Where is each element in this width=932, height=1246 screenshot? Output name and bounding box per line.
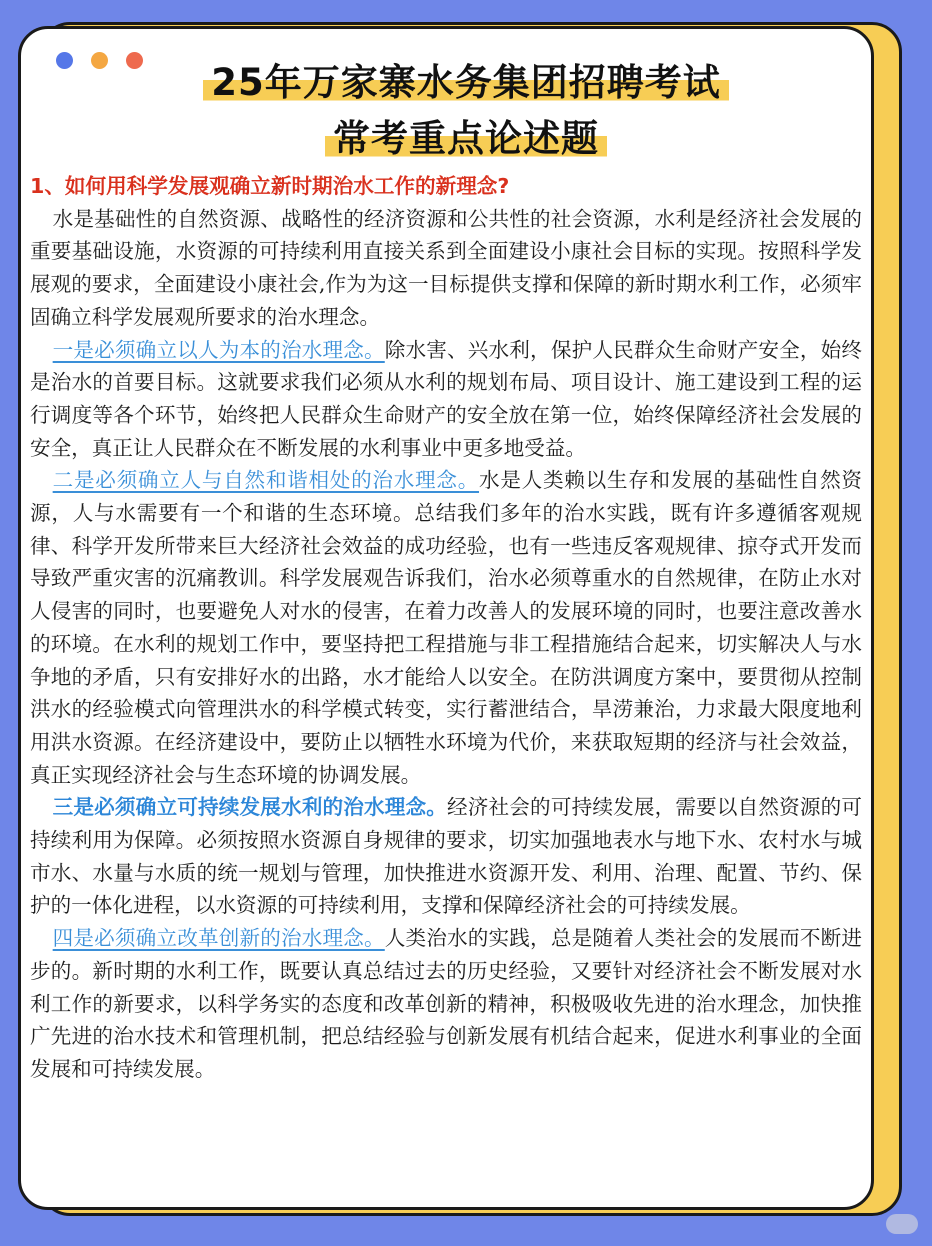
point-body: 水是人类赖以生存和发展的基础性自然资源，人与水需要有一个和谐的生态环境。总结我们多年的治水实践，既有许多遵循客观规律、科学开发所带来巨大经济社会效益的成功经验，也有一些违反客观规律、掠夺式开发而导致严重灾害的沉痛教训。科学发展观告诉我们，治水必须尊重水的自然规律，在防止水对人侵害的同时，也要避免人对水的侵害，在着力改善人的发展环境的同时，也要注意改善水的环境。在水利的规划工作中，要坚持把工程措施与非工程措施结合起来，切实解决人与水争地的矛盾，只有安排好水的出路，水才能给人以安全。在防洪调度方案中，要贯彻从控制洪水的经验模式向管理洪水的科学模式转变，实行蓄泄结合，旱涝兼治，力求最大限度地利用洪水资源。在经济建设中，要防止以牺牲水环境为代价，来获取短期的经济与社会效益，真正实现经济社会与生态环境的协调发展。 [30, 468, 863, 787]
question-heading: 1、如何用科学发展观确立新时期治水工作的新理念? [30, 174, 510, 198]
watermark-icon [886, 1214, 918, 1234]
point-paragraph [30, 334, 862, 465]
title-row-1 [0, 52, 932, 106]
point-lead: 一是必须确立以人为本的治水理念。 [52, 337, 385, 362]
point-body: 经济社会的可持续发展，需要以自然资源的可持续利用为保障。必须按照水资源自身规律的要求，切实加强地表水与地下水、农村水与城市水、水量与水质的统一规划与管理，加快推进水资源开发、利用、治理、配置、节约、保护的一体化进程，以水资源的可持续利用，支撑和保障经济社会的可持续发展。 [30, 795, 862, 918]
point-paragraph [30, 464, 862, 791]
point-paragraph [30, 922, 862, 1086]
page-title: 25年万家寨水务集团招聘考试 [203, 52, 729, 106]
article-body [30, 170, 862, 1086]
point-paragraph [30, 791, 862, 922]
point-body: 除水害、兴水利，保护人民群众生命财产安全，始终是治水的首要目标。这就要求我们必须从水利的规划布局、项目设计、施工建设到工程的运行调度等各个环节，始终把人民群众生命财产的安全放在第一位，始终保障经济社会发展的安全，真正让人民群众在不断发展的水利事业中更多地受益。 [30, 337, 863, 460]
point-lead: 三是必须确立可持续发展水利的治水理念。 [52, 795, 448, 820]
intro-paragraph: 水是基础性的自然资源、战略性的经济资源和公共性的社会资源，水利是经济社会发展的重要基础设施，水资源的可持续利用直接关系到全面建设小康社会目标的实现。按照科学发展观的要求，全面建设小康社会,作为为这一目标提供支撑和保障的新时期水利工作，必须牢固确立科学发展观所要求的治水理念。 [30, 206, 862, 329]
title-row-2 [0, 108, 932, 162]
point-lead: 二是必须确立人与自然和谐相处的治水理念。 [52, 468, 480, 493]
point-lead: 四是必须确立改革创新的治水理念。 [52, 926, 385, 951]
page-subtitle: 常考重点论述题 [325, 108, 607, 162]
point-body: 人类治水的实践，总是随着人类社会的发展而不断进步的。新时期的水利工作，既要认真总结过去的历史经验，又要针对经济社会不断发展对水利工作的新要求，以科学务实的态度和改革创新的精神，积极吸收先进的治水理念，加快推广先进的治水技术和管理机制，把总结经验与创新发展有机结合起来，促进水利事业的全面发展和可持续发展。 [30, 926, 863, 1081]
